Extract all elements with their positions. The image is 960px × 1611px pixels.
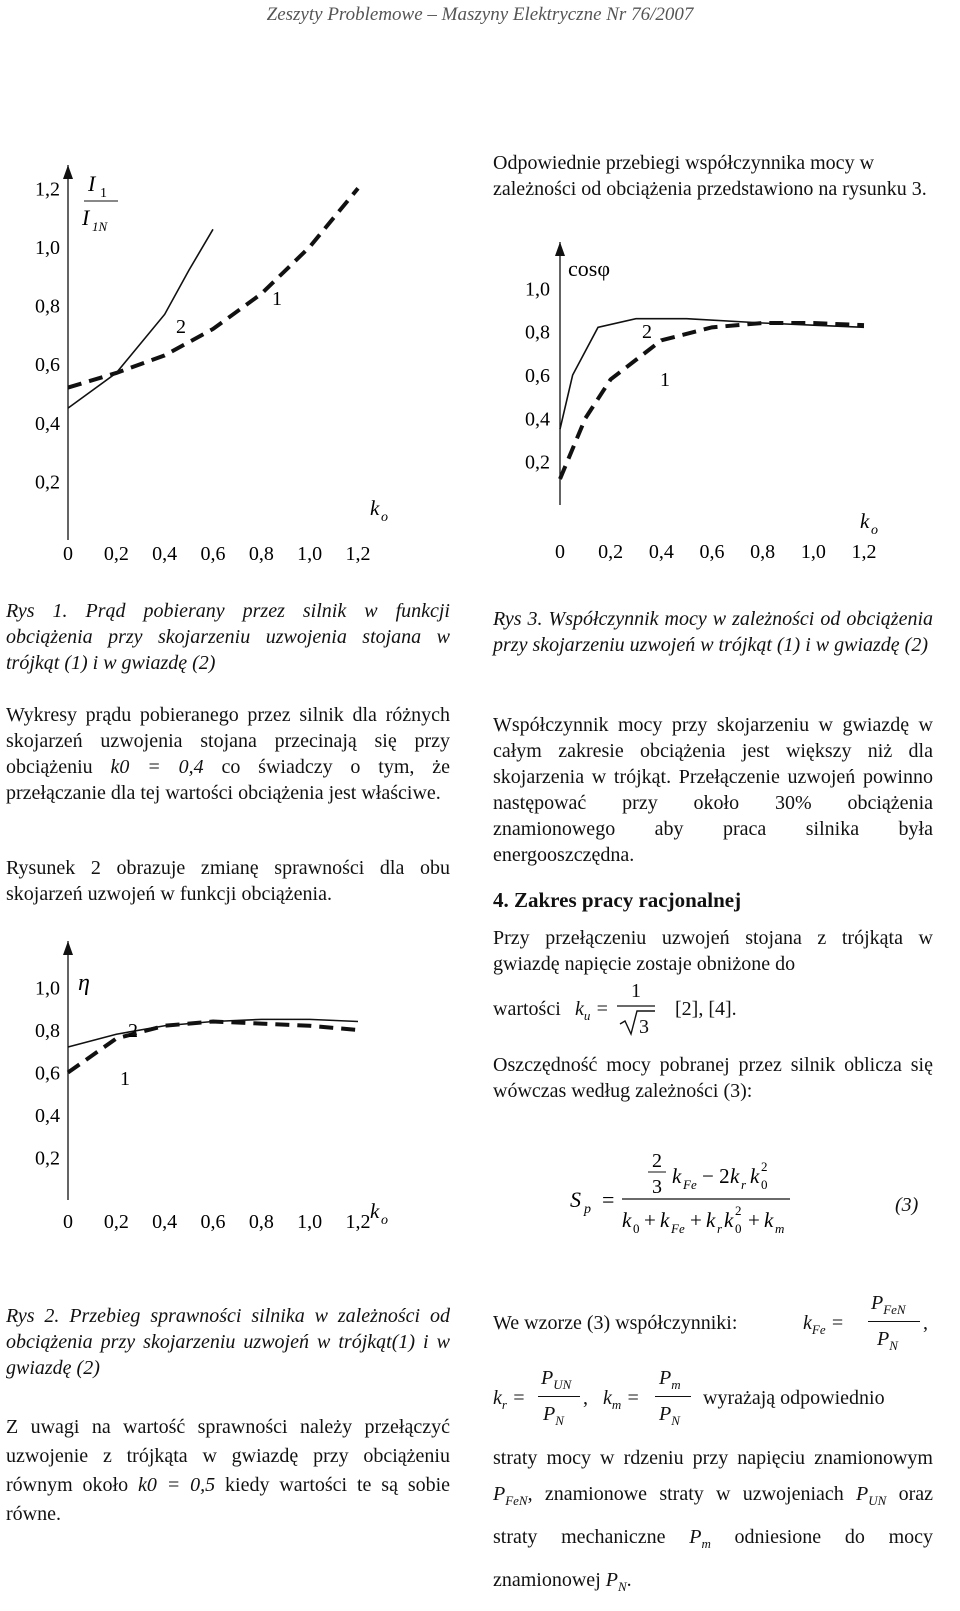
curve-label-2: 2 xyxy=(128,1020,138,1042)
svg-text:− 2: − 2 xyxy=(702,1164,730,1188)
pn-symbol: $P_N$ xyxy=(605,1569,627,1594)
y-tick-label: 0,2 xyxy=(35,1147,60,1170)
y-axis-symbol: η xyxy=(78,970,90,996)
series-2-line xyxy=(68,1022,358,1073)
y-tick-label: 0,4 xyxy=(525,408,550,431)
kr-bar xyxy=(538,1396,580,1397)
kfe-bar xyxy=(868,1321,920,1322)
x-axis-label-sub: o xyxy=(381,510,388,525)
svg-text:2: 2 xyxy=(735,1203,742,1218)
right-paragraph-2: Współczynnik mocy przy skojarzeniu w gwiazdę w całym zakresie obciążenia jest większy niż dla skojarzenia w trójkąt. Przełączenie uzwojeń powinno następować przy około 30% obciążenia znamionowego aby praca silnika była energooszczędna. xyxy=(493,714,933,866)
x-axis-label: k xyxy=(860,509,870,533)
svg-text:3: 3 xyxy=(652,1176,662,1198)
y-tick-label: 1,0 xyxy=(525,278,550,301)
x-tick-label: 1,0 xyxy=(297,1211,323,1233)
svg-text:r: r xyxy=(717,1221,723,1236)
svg-text:m: m xyxy=(775,1221,785,1236)
x-tick-label: 0,6 xyxy=(200,1211,226,1233)
curve-label-1: 1 xyxy=(660,369,670,391)
paragraph-1-end: co świadczy o tym, że przełączanie dla tej wartości obciążenia jest właściwe. xyxy=(6,756,451,804)
svg-text:Fe: Fe xyxy=(683,1177,697,1192)
x-tick-label: 1,0 xyxy=(800,541,826,563)
x-axis-label-sub: o xyxy=(871,523,878,538)
svg-text:Fe: Fe xyxy=(671,1221,685,1236)
kr-symbol: $k_r$ = xyxy=(493,1387,526,1412)
x-tick-label: 0,8 xyxy=(750,541,776,563)
ku-numerator: 1 xyxy=(631,980,641,1002)
svg-text:0: 0 xyxy=(761,1177,768,1192)
series-1-line xyxy=(560,323,864,479)
y-label-numerator: I xyxy=(88,171,96,196)
svg-text:2: 2 xyxy=(652,1150,662,1172)
x-tick-label: 0 xyxy=(555,541,565,563)
y-tick-label: 0,2 xyxy=(525,451,550,474)
kr-den: $P_N$ xyxy=(543,1403,564,1428)
coeff-line-1 xyxy=(493,1290,933,1360)
km-symbol: $k_m$ = xyxy=(603,1387,640,1412)
x-tick-label: 0,2 xyxy=(103,1211,129,1233)
y-label-denominator: I xyxy=(82,205,90,230)
paragraph-1 xyxy=(6,702,450,806)
pm-symbol: $P_m$ xyxy=(689,1526,711,1551)
coeff-intro: We wzorze (3) współczynniki: xyxy=(493,1312,738,1334)
paragraph-2: Rysunek 2 obrazuje zmianę sprawności dla obu skojarzeń uzwojeń w funkcji obciążenia. xyxy=(6,857,450,905)
right-paragraph-3: Przy przełączeniu uzwojeń stojana z trójkąta w gwiazdę napięcie zostaje obniżone do xyxy=(493,927,933,975)
curve-label-2: 2 xyxy=(642,321,652,343)
x-tick-label: 0,2 xyxy=(103,543,129,565)
x-tick-label: 0,6 xyxy=(200,543,226,565)
losses-text-1: straty mocy w rdzeniu przy napięciu znamionowym xyxy=(493,1447,933,1469)
y-axis-arrow xyxy=(555,242,565,256)
figure-1-chart xyxy=(0,155,430,585)
km-num: $P_m$ xyxy=(659,1367,681,1392)
y-tick-label: 0,6 xyxy=(35,1062,60,1085)
x-tick-label: 1,0 xyxy=(297,543,323,565)
paragraph-3-end: kiedy wartości te są sobie równe. xyxy=(6,1474,451,1525)
y-axis-symbol: cosφ xyxy=(568,256,611,281)
y-tick-label: 0,2 xyxy=(35,471,60,494)
km-den: $P_N$ xyxy=(659,1403,680,1428)
curve-label-2: 2 xyxy=(176,316,186,338)
ku-refs: [2], [4]. xyxy=(675,998,737,1020)
kfe-symbol: $k_{Fe}$ = xyxy=(803,1312,845,1337)
svg-text:k: k xyxy=(730,1164,740,1188)
losses-text-4: odniesione do mocy znamionowej xyxy=(493,1526,934,1591)
x-tick-label: 1,2 xyxy=(851,541,877,563)
ku-formula-line xyxy=(493,978,933,1038)
final-period: . xyxy=(626,1569,632,1591)
series-1-line xyxy=(68,188,358,387)
paragraph-3-text: Z uwagi na wartość sprawności należy przełączyć uzwojenie z trójkąta w gwiazdę przy obciążeniu równym około xyxy=(6,1416,450,1496)
figure-1-caption: Rys 1. Prąd pobierany przez silnik w funkcji obciążenia przy skojarzeniu uzwojenia stojana w trójkąt (1) i w gwiazdę (2) xyxy=(6,600,450,674)
svg-text:k: k xyxy=(750,1164,760,1188)
svg-text:=: = xyxy=(602,1187,615,1212)
x-tick-label: 0 xyxy=(63,1211,73,1233)
figure-3-caption: Rys 3. Współczynnik mocy w zależności od obciążenia przy skojarzeniu uzwojeń w trójkąt (1) i w gwiazdę (2) xyxy=(493,608,933,656)
coeff-line-2 xyxy=(493,1365,933,1429)
ku-symbol: $k_u$ = xyxy=(575,998,609,1023)
paragraph-3 xyxy=(6,1413,450,1529)
kr-num: $P_{UN}$ xyxy=(541,1367,572,1392)
y-tick-label: 0,8 xyxy=(35,1020,60,1042)
svg-text:2: 2 xyxy=(761,1159,768,1174)
y-tick-label: 1,2 xyxy=(35,178,60,201)
svg-text:S: S xyxy=(570,1187,581,1212)
svg-text:0: 0 xyxy=(633,1221,640,1236)
x-tick-label: 0,2 xyxy=(598,541,624,563)
equation-3 xyxy=(560,1145,930,1245)
x-axis-label: k xyxy=(370,1199,380,1223)
y-label-denominator-sub: 1N xyxy=(92,219,108,234)
section-heading: 4. Zakres pracy racjonalnej xyxy=(493,888,742,912)
svg-text:k: k xyxy=(724,1208,734,1232)
paragraph-1-text: Wykresy prądu pobieranego przez silnik dla różnych skojarzeń uzwojenia stojana przecinają się przy obciążeniu xyxy=(6,704,450,778)
paragraph-1-math: k0 = 0,4 xyxy=(110,756,204,778)
svg-text:+: + xyxy=(690,1208,702,1232)
svg-text:+: + xyxy=(644,1208,656,1232)
curve-label-1: 1 xyxy=(120,1068,130,1090)
y-tick-label: 0,4 xyxy=(35,412,60,435)
paragraph-3-math: k0 = 0,5 xyxy=(138,1474,216,1496)
y-tick-label: 0,6 xyxy=(525,365,550,387)
y-tick-label: 1,0 xyxy=(35,977,60,1000)
figure-2-chart xyxy=(0,935,430,1275)
svg-text:k: k xyxy=(706,1208,716,1232)
y-tick-label: 0,4 xyxy=(35,1105,60,1127)
y-tick-label: 0,8 xyxy=(35,295,60,318)
y-tick-label: 0,6 xyxy=(35,354,60,377)
losses-text-2: , znamionowe straty w uzwojeniach xyxy=(527,1483,844,1505)
x-tick-label: 1,2 xyxy=(345,1211,371,1233)
y-tick-label: 1,0 xyxy=(35,236,60,259)
kfe-num: $P_{FeN}$ xyxy=(871,1292,906,1317)
svg-text:r: r xyxy=(741,1177,747,1192)
x-tick-label: 0,4 xyxy=(152,543,178,565)
y-label-numerator-sub: 1 xyxy=(100,186,107,201)
curve-label-1: 1 xyxy=(272,288,282,310)
pun-symbol: $P_{UN}$ xyxy=(856,1483,887,1508)
y-axis-arrow xyxy=(63,165,73,179)
x-tick-label: 0,6 xyxy=(699,541,725,563)
x-tick-label: 0,8 xyxy=(248,543,274,565)
x-tick-label: 0,4 xyxy=(648,541,674,563)
y-axis-arrow xyxy=(63,941,73,955)
svg-text:p: p xyxy=(584,1202,591,1217)
svg-text:0: 0 xyxy=(735,1221,742,1236)
journal-header: Zeszyty Problemowe – Maszyny Elektryczne Nr 76/2007 xyxy=(266,4,694,25)
svg-text:+: + xyxy=(748,1208,760,1232)
svg-text:k: k xyxy=(672,1164,682,1188)
kr-comma: , xyxy=(583,1387,588,1409)
km-bar xyxy=(655,1396,691,1397)
coeff-meaning: wyrażają odpowiednio xyxy=(703,1387,885,1409)
x-tick-label: 0 xyxy=(63,543,73,565)
sqrt-symbol xyxy=(617,1004,657,1036)
ku-denominator: 3 xyxy=(639,1016,649,1038)
equation-number: (3) xyxy=(895,1194,919,1216)
pfen-symbol: $P_{FeN}$ xyxy=(493,1483,528,1508)
x-axis-label: k xyxy=(370,496,380,520)
losses-text-3: oraz straty mechaniczne xyxy=(493,1483,934,1548)
right-paragraph-1: Odpowiednie przebiegi współczynnika mocy w zależności od obciążenia przedstawiono na rysunku 3. xyxy=(493,152,927,200)
figure-2-caption: Rys 2. Przebieg sprawności silnika w zależności od obciążenia przy skojarzeniu uzwojeń w trójkąt(1) i w gwiazdę (2) xyxy=(6,1305,450,1379)
x-tick-label: 0,8 xyxy=(248,1211,274,1233)
right-paragraph-4: Oszczędność mocy pobranej przez silnik oblicza się wówczas według zależności (3): xyxy=(493,1054,933,1102)
ku-prefix: wartości xyxy=(493,998,561,1020)
right-paragraph-5 xyxy=(493,1440,933,1605)
x-tick-label: 0,4 xyxy=(152,1211,178,1233)
x-axis-label-sub: o xyxy=(381,1213,388,1228)
x-tick-label: 1,2 xyxy=(345,543,371,565)
series-2-line xyxy=(560,319,864,430)
kfe-comma: , xyxy=(923,1312,928,1334)
kfe-den: $P_N$ xyxy=(877,1328,898,1353)
svg-text:k: k xyxy=(622,1208,632,1232)
svg-text:k: k xyxy=(660,1208,670,1232)
figure-3-chart xyxy=(490,240,930,585)
svg-text:k: k xyxy=(764,1208,774,1232)
y-tick-label: 0,8 xyxy=(525,321,550,344)
